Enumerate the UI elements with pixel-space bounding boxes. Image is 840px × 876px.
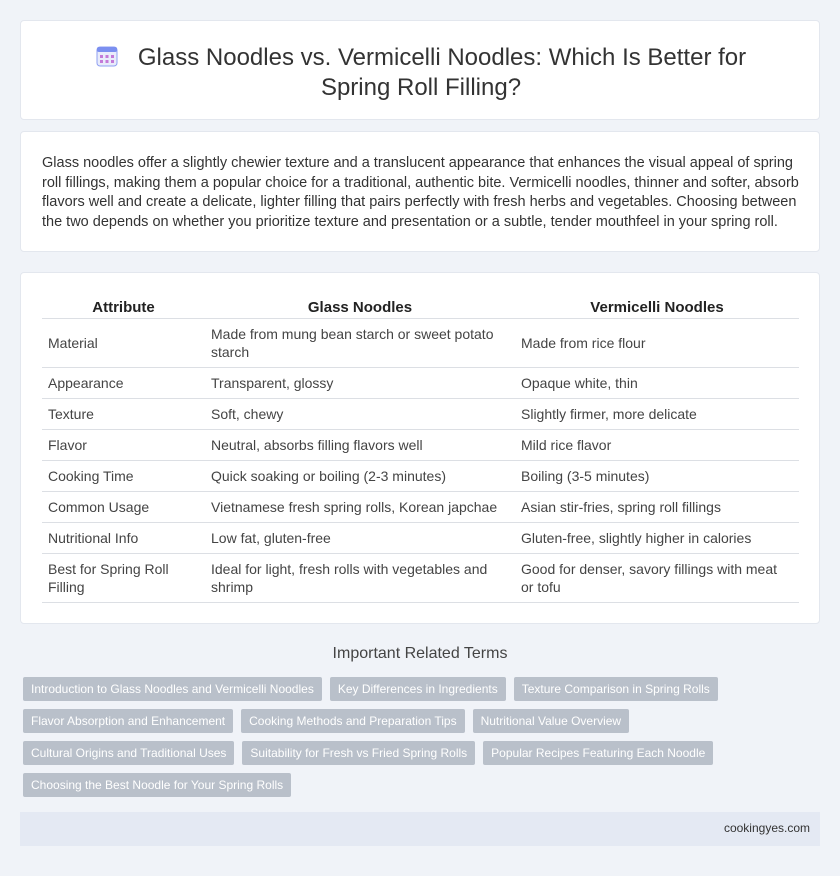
attribute-cell: Nutritional Info	[42, 522, 205, 553]
attribute-cell: Appearance	[42, 367, 205, 398]
attribute-cell: Common Usage	[42, 491, 205, 522]
related-terms-row	[23, 741, 813, 765]
glass-cell: Made from mung bean starch or sweet potato starch	[205, 318, 515, 367]
related-term-tag[interactable]: Popular Recipes Featuring Each Noodle	[483, 741, 713, 765]
related-term-tag[interactable]: Cultural Origins and Traditional Uses	[23, 741, 234, 765]
vermicelli-cell: Asian stir-fries, spring roll fillings	[515, 491, 799, 522]
comparison-table	[42, 295, 799, 603]
related-terms-list	[23, 677, 813, 805]
intro-paragraph: Glass noodles offer a slightly chewier texture and a translucent appearance that enhances the visual appeal of spring roll fillings, making them a popular choice for a traditional, authentic bite. Vermicelli noodles, thinner and softer, absorb flavors well and create a delicate, lighter filling that pairs perfectly with fresh herbs and vegetables. Choosing between the two depends on whether you prioritize texture and presentation or a subtle, tender mouthfeel in your spring roll.	[42, 155, 799, 230]
attribute-cell: Material	[42, 318, 205, 367]
related-terms-row	[23, 709, 813, 733]
glass-cell: Neutral, absorbs filling flavors well	[205, 429, 515, 460]
related-terms-heading: Important Related Terms	[332, 645, 508, 662]
vermicelli-cell: Boiling (3-5 minutes)	[515, 460, 799, 491]
table-header-row	[42, 295, 799, 318]
page-title	[61, 43, 781, 103]
related-term-tag[interactable]: Choosing the Best Noodle for Your Spring Rolls	[23, 773, 291, 797]
related-term-tag[interactable]: Key Differences in Ingredients	[330, 677, 506, 701]
related-terms-row	[23, 677, 813, 701]
calendar-grid-icon	[96, 45, 118, 67]
page-title-text: Glass Noodles vs. Vermicelli Noodles: Which Is Better for Spring Roll Filling?	[137, 44, 747, 101]
table-row	[42, 522, 799, 553]
table-row	[42, 398, 799, 429]
intro-card	[20, 131, 820, 252]
glass-cell: Transparent, glossy	[205, 367, 515, 398]
related-term-tag[interactable]: Cooking Methods and Preparation Tips	[241, 709, 464, 733]
vermicelli-cell: Mild rice flavor	[515, 429, 799, 460]
related-term-tag[interactable]: Nutritional Value Overview	[473, 709, 630, 733]
glass-cell: Vietnamese fresh spring rolls, Korean japchae	[205, 491, 515, 522]
related-term-tag[interactable]: Introduction to Glass Noodles and Vermicelli Noodles	[23, 677, 322, 701]
table-row	[42, 367, 799, 398]
related-term-tag[interactable]: Texture Comparison in Spring Rolls	[514, 677, 718, 701]
comparison-card	[20, 272, 820, 624]
attribute-cell: Texture	[42, 398, 205, 429]
footer	[20, 812, 820, 846]
vermicelli-cell: Gluten-free, slightly higher in calories	[515, 522, 799, 553]
glass-cell: Ideal for light, fresh rolls with vegetables and shrimp	[205, 553, 515, 602]
table-row	[42, 318, 799, 367]
related-term-tag[interactable]: Suitability for Fresh vs Fried Spring Rolls	[242, 741, 475, 765]
table-row	[42, 553, 799, 602]
footer-site-link[interactable]: cookingyes.com	[723, 821, 810, 835]
attribute-cell: Best for Spring Roll Filling	[42, 553, 205, 602]
related-terms-row	[23, 773, 813, 797]
title-card	[20, 20, 820, 120]
glass-cell: Quick soaking or boiling (2-3 minutes)	[205, 460, 515, 491]
table-row	[42, 491, 799, 522]
vermicelli-cell: Good for denser, savory fillings with meat or tofu	[515, 553, 799, 602]
vermicelli-cell: Slightly firmer, more delicate	[515, 398, 799, 429]
related-term-tag[interactable]: Flavor Absorption and Enhancement	[23, 709, 233, 733]
glass-cell: Soft, chewy	[205, 398, 515, 429]
vermicelli-cell: Opaque white, thin	[515, 367, 799, 398]
table-row	[42, 460, 799, 491]
glass-cell: Low fat, gluten-free	[205, 522, 515, 553]
column-header: Vermicelli Noodles	[515, 295, 799, 318]
table-row	[42, 429, 799, 460]
column-header: Glass Noodles	[205, 295, 515, 318]
column-header: Attribute	[42, 295, 205, 318]
vermicelli-cell: Made from rice flour	[515, 318, 799, 367]
attribute-cell: Cooking Time	[42, 460, 205, 491]
attribute-cell: Flavor	[42, 429, 205, 460]
